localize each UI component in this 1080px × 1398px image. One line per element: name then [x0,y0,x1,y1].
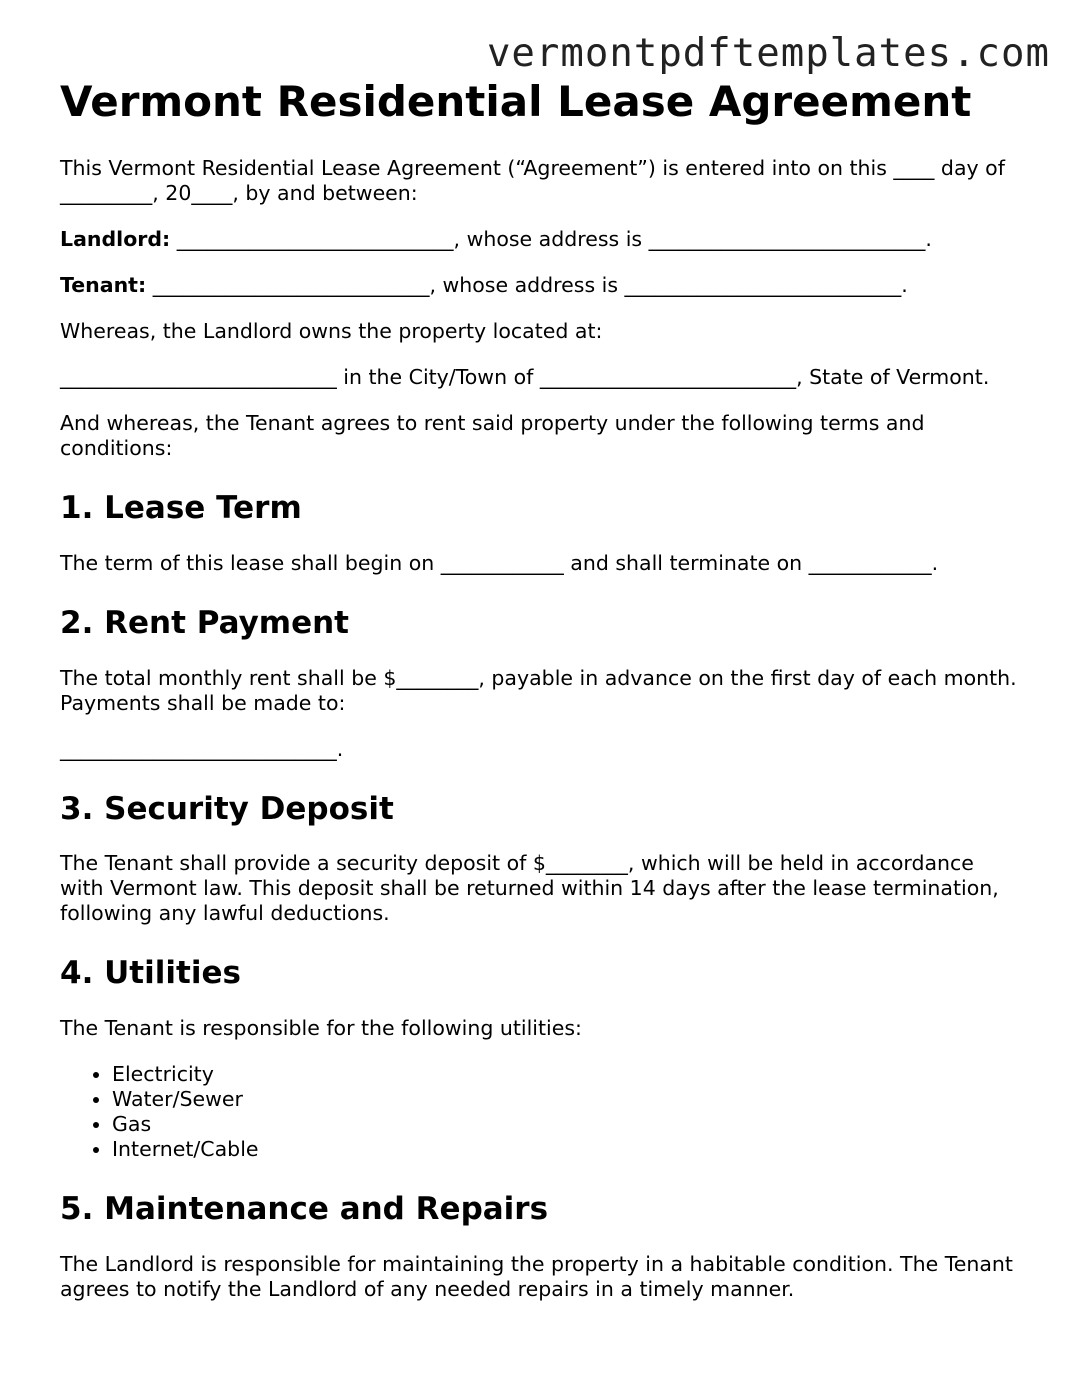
section-body-security-deposit: The Tenant shall provide a security deposit of $________, which will be held in accordance with Vermont law. This deposit shall be returned within 14 days after the lease termination, following any lawful deductions. [60,851,999,926]
landlord-line [60,227,1020,252]
landlord-text: ___________________________, whose address is ___________________________. [170,227,932,252]
section-heading-utilities: 4. Utilities [60,955,241,992]
section-heading-lease-term: 1. Lease Term [60,490,302,527]
section-heading-security-deposit: 3. Security Deposit [60,790,394,827]
list-item: • Electricity [112,1062,1020,1087]
document-title: Vermont Residential Lease Agreement [60,77,972,126]
section-body-rent-payee-blank: ___________________________. [60,736,344,761]
document-page [60,78,1020,1323]
section-body-rent-payment: The total monthly rent shall be $________, payable in advance on the first day of each month. Payments shall be made to: [60,665,1017,715]
list-item: • Water/Sewer [112,1087,1020,1112]
tenant-text: ___________________________, whose address is ___________________________. [146,273,908,298]
property-location-paragraph: ___________________________ in the City/Town of _________________________, State of Vermont. [60,365,990,390]
tenant-line [60,273,1020,298]
landlord-label: Landlord: [60,227,171,252]
section-heading-rent-payment: 2. Rent Payment [60,604,349,641]
utilities-list [60,1062,1020,1162]
list-item: • Gas [112,1112,1020,1137]
section-body-lease-term: The term of this lease shall begin on ____________ and shall terminate on ____________. [60,550,939,575]
list-item: • Internet/Cable [112,1137,1020,1162]
tenant-label: Tenant: [60,273,147,298]
whereas-property-paragraph: Whereas, the Landlord owns the property located at: [60,319,603,344]
watermark: vermontpdftemplates.com [486,31,1050,76]
intro-paragraph: This Vermont Residential Lease Agreement (“Agreement”) is entered into on this ____ day of _________, 20____, by and between: [60,156,1005,206]
whereas-terms-paragraph: And whereas, the Tenant agrees to rent said property under the following terms and conditions: [60,411,925,461]
section-body-maintenance: The Landlord is responsible for maintaining the property in a habitable condition. The Tenant agrees to notify the Landlord of any needed repairs in a timely manner. [60,1251,1013,1301]
section-body-utilities: The Tenant is responsible for the following utilities: [60,1015,582,1040]
section-heading-maintenance: 5. Maintenance and Repairs [60,1190,549,1227]
